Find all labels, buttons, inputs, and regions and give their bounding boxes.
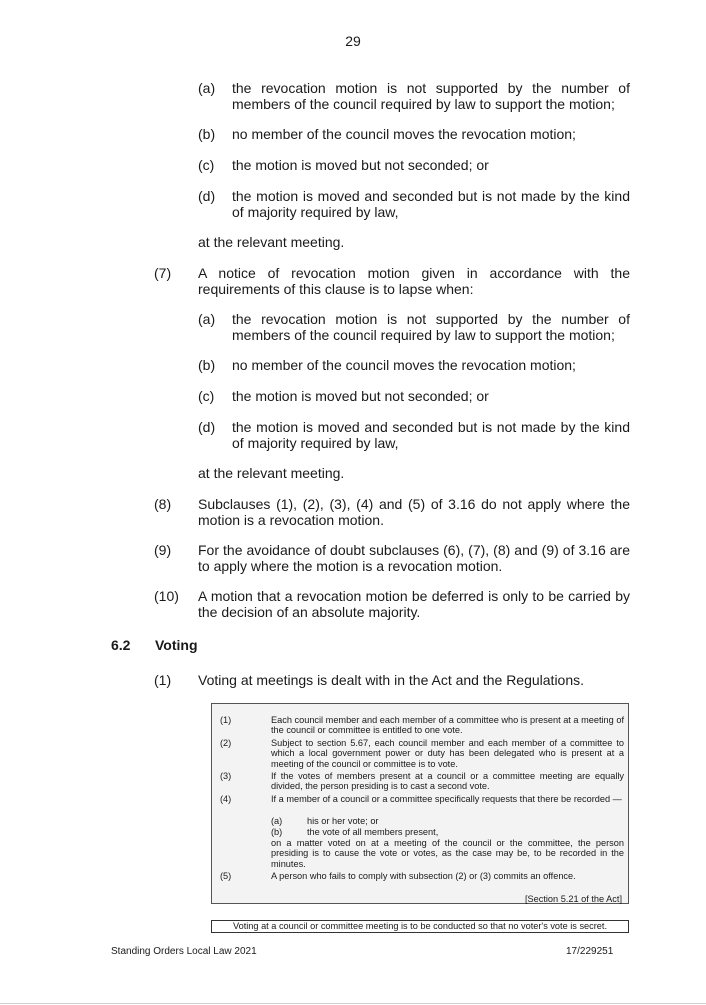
item-text: the motion is moved and seconded but is not made by the kind of majority required by law, bbox=[232, 419, 630, 451]
act-item-text: Each council member and each member of a committee who is present at a meeting of the council or committee is entitled to one vote. bbox=[271, 715, 624, 736]
clause-label: (8) bbox=[154, 496, 172, 512]
list-item bbox=[0, 126, 706, 144]
act-item-text: If a member of a council or a committee specifically requests that there be recorded — bbox=[271, 794, 622, 804]
list-item bbox=[0, 311, 706, 345]
act-extract-box bbox=[211, 703, 629, 904]
act-item-text: A person who fails to comply with subsection (2) or (3) commits an offence. bbox=[271, 871, 576, 881]
act-sub-text: the vote of all members present, bbox=[307, 827, 439, 837]
item-label: (a) bbox=[198, 311, 216, 327]
list-tail-text: at the relevant meeting. bbox=[198, 465, 345, 481]
section-title: Voting bbox=[155, 637, 198, 653]
list-item bbox=[0, 357, 706, 375]
item-text: no member of the council moves the revocation motion; bbox=[232, 126, 576, 142]
divider bbox=[0, 1003, 706, 1004]
item-text: the revocation motion is not supported by the number of members of the council required by law to support the motion; bbox=[232, 80, 630, 112]
voting-clause-1 bbox=[0, 672, 706, 690]
act-item-label: (1) bbox=[220, 715, 232, 725]
page-number: 29 bbox=[345, 33, 361, 49]
act-item-text: Subject to section 5.67, each council member and each member of a committee to which a local government power or duty has been delegated who is present at a meeting of the council or committee is to vote. bbox=[271, 738, 624, 769]
clause-text: Subclauses (1), (2), (3), (4) and (5) of 3.16 do not apply where the motion is a revocation motion. bbox=[198, 496, 630, 528]
clause-text: For the avoidance of doubt subclauses (6), (7), (8) and (9) of 3.16 are to apply where the motion is a revocation motion. bbox=[198, 542, 630, 574]
clause-10 bbox=[0, 588, 706, 622]
list-item bbox=[0, 188, 706, 222]
footer-doc-number: 17/229251 bbox=[566, 946, 614, 957]
act-item-label: (2) bbox=[220, 738, 232, 748]
act-item-text: If the votes of members present at a council or a committee meeting are equally divided, the person presiding is to cast a second vote. bbox=[271, 771, 624, 792]
act-item-label: (3) bbox=[220, 771, 232, 781]
item-text: the revocation motion is not supported by the number of members of the council required by law to support the motion; bbox=[232, 311, 630, 343]
clause-label: (10) bbox=[154, 588, 179, 604]
list-item bbox=[0, 419, 706, 453]
item-label: (a) bbox=[198, 80, 216, 96]
item-text: the motion is moved but not seconded; or bbox=[232, 388, 489, 404]
clause-label: (7) bbox=[154, 265, 172, 281]
item-text: no member of the council moves the revocation motion; bbox=[232, 357, 576, 373]
item-label: (d) bbox=[198, 188, 216, 204]
item-label: (b) bbox=[198, 357, 216, 373]
act-reference: [Section 5.21 of the Act] bbox=[524, 894, 622, 904]
item-label: (d) bbox=[198, 419, 216, 435]
clause-label: (1) bbox=[154, 672, 172, 688]
clause-7 bbox=[0, 265, 706, 299]
act-item-text: on a matter voted on at a meeting of the council or the committee, the person presiding is to cause the vote or votes, as the case may be, to be recorded in the minutes. bbox=[271, 838, 624, 869]
item-text: the motion is moved and seconded but is not made by the kind of majority required by law, bbox=[232, 188, 630, 220]
footer-title: Standing Orders Local Law 2021 bbox=[111, 946, 257, 957]
clause-text: A motion that a revocation motion be deferred is only to be carried by the decision of an absolute majority. bbox=[198, 588, 630, 620]
list-item bbox=[0, 388, 706, 406]
act-sub-label: (a) bbox=[271, 816, 283, 826]
clause-8 bbox=[0, 496, 706, 530]
list-tail-text: at the relevant meeting. bbox=[198, 234, 345, 250]
clause-text: A notice of revocation motion given in accordance with the requirements of this clause is to lapse when: bbox=[198, 265, 630, 297]
act-item-label: (4) bbox=[220, 794, 232, 804]
list-item bbox=[0, 157, 706, 175]
list-item bbox=[0, 80, 706, 114]
clause-text: Voting at meetings is dealt with in the Act and the Regulations. bbox=[198, 672, 585, 688]
act-sub-text: his or her vote; or bbox=[307, 816, 379, 826]
section-number: 6.2 bbox=[111, 637, 131, 653]
item-text: the motion is moved but not seconded; or bbox=[232, 157, 489, 173]
item-label: (b) bbox=[198, 126, 216, 142]
act-sub-label: (b) bbox=[271, 827, 283, 837]
item-label: (c) bbox=[198, 388, 215, 404]
clause-9 bbox=[0, 542, 706, 576]
note-box: Voting at a council or committee meeting is to be conducted so that no voter's vote is secret. bbox=[211, 920, 629, 933]
section-heading bbox=[0, 637, 706, 655]
clause-label: (9) bbox=[154, 542, 172, 558]
item-label: (c) bbox=[198, 157, 215, 173]
act-item-label: (5) bbox=[220, 871, 232, 881]
